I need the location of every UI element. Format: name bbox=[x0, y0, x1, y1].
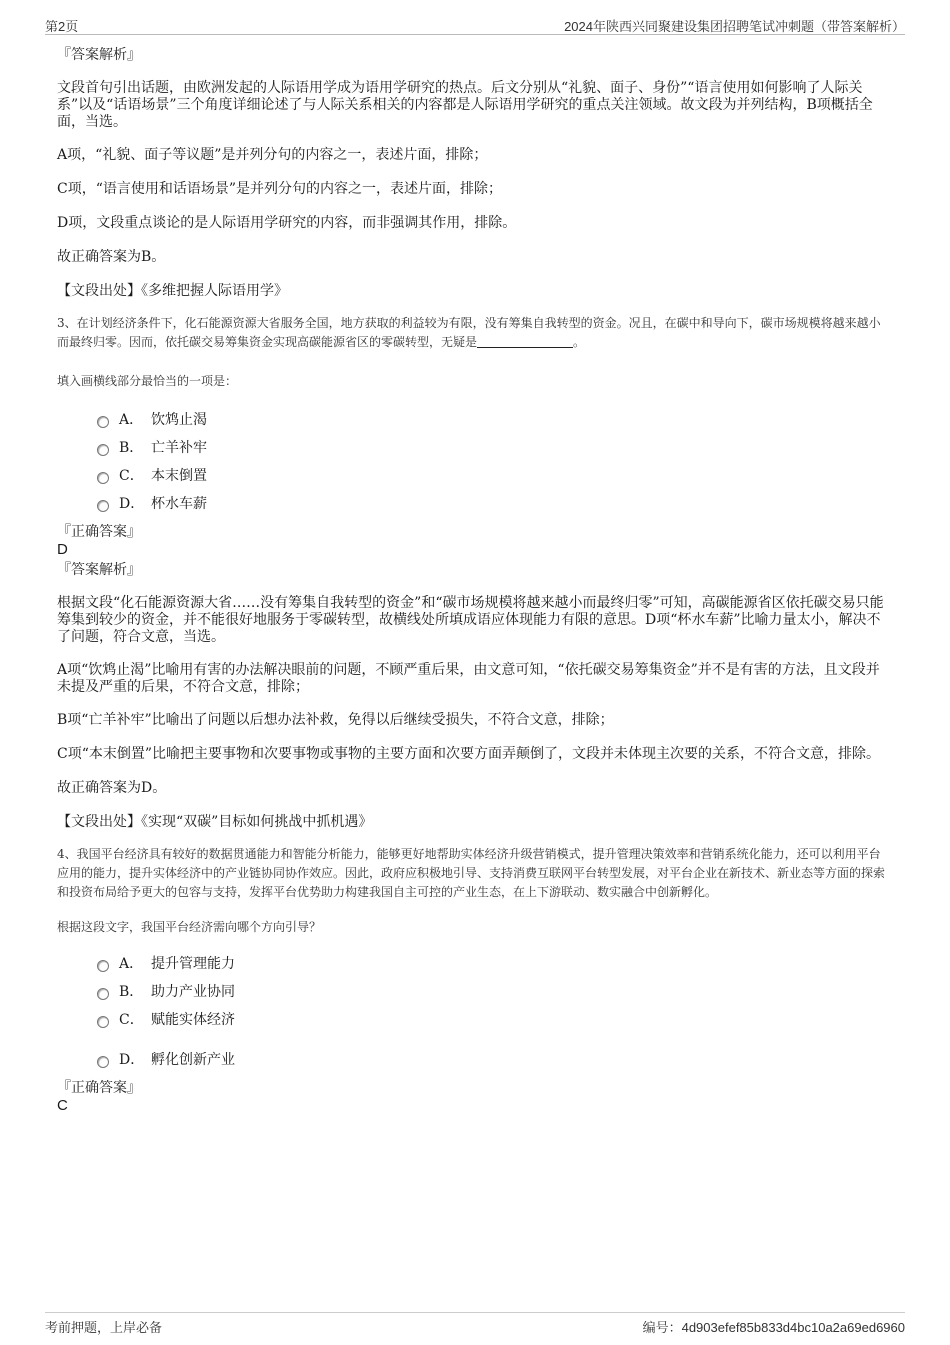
q3-text-end: 。 bbox=[573, 335, 586, 349]
q3-text: 3、在计划经济条件下，化石能源资源大省服务全国，地方获取的利益较为有限，没有筹集自我转型的资金。况且，在碳中和导向下，碳市场规模将越来越小而最终归零。因而，依托碳交易筹集资金实现高碳能源省区的零碳转型，无疑是 bbox=[57, 316, 881, 349]
option-letter: C． bbox=[119, 468, 144, 484]
q3-source: 【文段出处】《实现“双碳”目标如何挑战中抓机遇》 bbox=[57, 814, 373, 830]
q3-conclusion: 故正确答案为D。 bbox=[57, 780, 167, 796]
option-letter: D． bbox=[119, 496, 145, 512]
document-id: 编号：4d903efef85b833d4bc10a2a69ed6960 bbox=[642, 1320, 905, 1335]
q3-answer-label: 『正确答案』 bbox=[57, 524, 141, 540]
q2-analysis-para2: A项，“礼貌、面子等议题”是并列分句的内容之一，表述片面，排除； bbox=[57, 147, 488, 163]
option-text: 赋能实体经济 bbox=[151, 1012, 235, 1028]
radio-icon[interactable] bbox=[97, 1016, 109, 1028]
option-letter: A． bbox=[119, 956, 144, 972]
q2-analysis-para1: 文段首句引出话题，由欧洲发起的人际语用学成为语用学研究的热点。后文分别从“礼貌、面子、身份”“语言使用如何影响了人际关系”以及“话语场景”三个角度详细论述了与人际关系相关的内容都是人际语用学研究的重点关注领域。故文段为并列结构，B项概括全面，当选。 bbox=[57, 80, 873, 130]
q3-analysis-para3: B项“亡羊补牢”比喻出了问题以后想办法补救，免得以后继续受损失，不符合文意，排除； bbox=[57, 712, 614, 728]
q3-option-d[interactable] bbox=[97, 489, 888, 517]
page-footer bbox=[45, 1312, 905, 1335]
q2-analysis-para4: D项，文段重点谈论的是人际语用学研究的内容，而非强调其作用，排除。 bbox=[57, 215, 517, 231]
fill-blank bbox=[477, 335, 573, 348]
q4-prompt: 根据这段文字，我国平台经济需向哪个方向引导？ bbox=[57, 920, 322, 934]
q3-option-b[interactable] bbox=[97, 433, 888, 461]
option-letter: A． bbox=[119, 412, 144, 428]
footer-slogan: 考前押题，上岸必备 bbox=[45, 1320, 163, 1335]
radio-icon[interactable] bbox=[97, 472, 109, 484]
option-text: 孵化创新产业 bbox=[151, 1052, 235, 1068]
q3-option-a[interactable] bbox=[97, 405, 888, 433]
page-header bbox=[45, 14, 905, 35]
radio-icon[interactable] bbox=[97, 416, 109, 428]
option-text: 提升管理能力 bbox=[151, 956, 235, 972]
q4-option-a[interactable] bbox=[97, 949, 888, 977]
option-text: 助力产业协同 bbox=[151, 984, 235, 1000]
q4-option-b[interactable] bbox=[97, 977, 888, 1005]
q4-options bbox=[57, 949, 888, 1073]
q3-analysis-para1: 根据文段“化石能源资源大省……没有筹集自我转型的资金”和“碳市场规模将越来越小而最终归零”可知，高碳能源省区依托碳交易只能筹集到较少的资金，并不能很好地服务于零碳转型，故横线处所填成语应体现能力有限的意思。D项“杯水车薪”比喻力量太小，解决不了问题，符合文意，当选。 bbox=[57, 595, 884, 645]
q4-answer: C bbox=[57, 1097, 68, 1114]
q4-question-text: 4、我国平台经济具有较好的数据贯通能力和智能分析能力，能够更好地帮助实体经济升级营销模式，提升管理决策效率和营销系统化能力，还可以利用平台应用的能力，提升实体经济中的产业链协同协作效应。因此，政府应积极地引导、支持消费互联网平台转型发展，对平台企业在新技术、新业态等方面的探索和投资布局给予更大的包容与支持，发挥平台优势助力构建我国自主可控的产业生态，在上下游联动、数实融合中创新孵化。 bbox=[57, 847, 886, 899]
q3-answer: D bbox=[57, 541, 68, 558]
page-content bbox=[57, 46, 888, 1115]
page-number: 第2页 bbox=[45, 19, 79, 34]
option-letter: B． bbox=[119, 440, 144, 456]
document-title: 2024年陕西兴同聚建设集团招聘笔试冲刺题（带答案解析） bbox=[564, 19, 905, 34]
q3-prompt: 填入画横线部分最恰当的一项是： bbox=[57, 374, 238, 388]
q3-options bbox=[57, 405, 888, 517]
q3-question-text bbox=[57, 314, 888, 352]
option-text: 杯水车薪 bbox=[151, 496, 207, 512]
option-letter: C． bbox=[119, 1012, 144, 1028]
option-text: 饮鸩止渴 bbox=[151, 412, 207, 428]
q3-analysis-para4: C项“本末倒置”比喻把主要事物和次要事物或事物的主要方面和次要方面弄颠倒了，文段并未体现主次要的关系，不符合文意，排除。 bbox=[57, 746, 881, 762]
q2-analysis-para3: C项，“语言使用和话语场景”是并列分句的内容之一，表述片面，排除； bbox=[57, 181, 503, 197]
q2-analysis-label: 『答案解析』 bbox=[57, 47, 141, 63]
option-letter: D． bbox=[119, 1052, 145, 1068]
q3-option-c[interactable] bbox=[97, 461, 888, 489]
q2-source: 【文段出处】《多维把握人际语用学》 bbox=[57, 283, 288, 299]
q4-option-c[interactable] bbox=[97, 1005, 888, 1033]
option-text: 亡羊补牢 bbox=[151, 440, 207, 456]
q3-analysis-para2: A项“饮鸩止渴”比喻用有害的办法解决眼前的问题，不顾严重后果，由文意可知，“依托碳交易筹集资金”并不是有害的方法，且文段并未提及严重的后果，不符合文意，排除； bbox=[57, 662, 880, 695]
radio-icon[interactable] bbox=[97, 988, 109, 1000]
radio-icon[interactable] bbox=[97, 1056, 109, 1068]
radio-icon[interactable] bbox=[97, 960, 109, 972]
q2-conclusion: 故正确答案为B。 bbox=[57, 249, 166, 265]
q3-analysis-label: 『答案解析』 bbox=[57, 562, 141, 578]
option-letter: B． bbox=[119, 984, 144, 1000]
q4-answer-label: 『正确答案』 bbox=[57, 1080, 141, 1096]
q4-option-d[interactable] bbox=[97, 1045, 888, 1073]
radio-icon[interactable] bbox=[97, 500, 109, 512]
radio-icon[interactable] bbox=[97, 444, 109, 456]
option-text: 本末倒置 bbox=[151, 468, 207, 484]
